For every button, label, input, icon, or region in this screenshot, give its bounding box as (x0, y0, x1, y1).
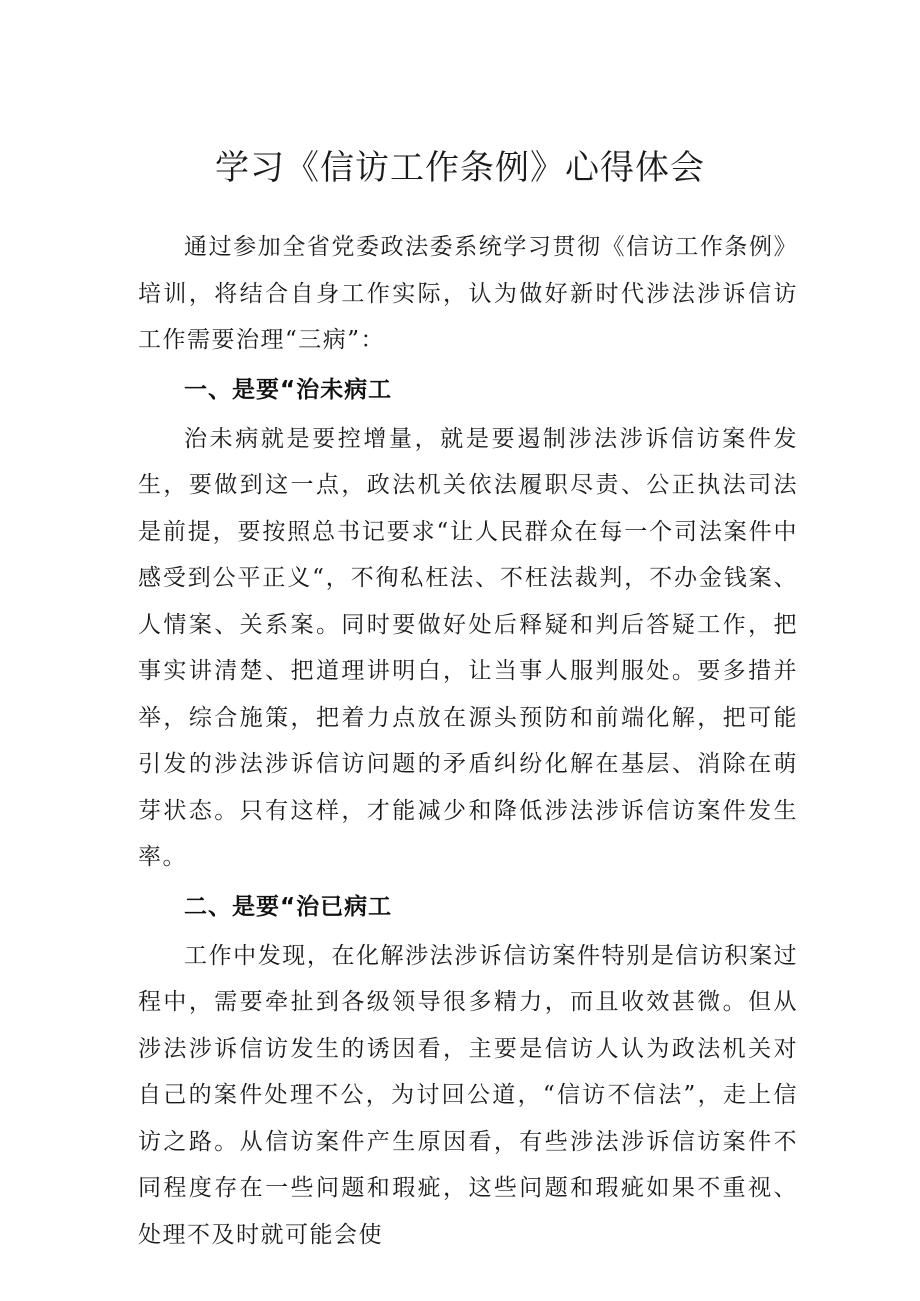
intro-paragraph: 通过参加全省党委政法委系统学习贯彻《信访工作条例》培训，将结合自身工作实际，认为做好新时代涉法涉诉信访工作需要治理“三病”： (138, 234, 798, 353)
section-2-heading: 二、是要“治已病工 (184, 893, 393, 920)
section-1-heading: 一、是要“治未病工 (184, 376, 393, 403)
section-2-paragraph: 工作中发现，在化解涉法涉诉信访案件特别是信访积案过程中，需要牵扯到各级领导很多精力，而且收效甚微。但从涉法涉诉信访发生的诱因看，主要是信访人认为政法机关对自己的案件处理不公，为讨回公道，“信访不信法”，走上信访之路。从信访案件产生原因看，有些涉法涉诉信访案件不同程度存在一些问题和瑕疵，这些问题和瑕疵如果不重视、处理不及时就可能会使 (138, 942, 798, 1248)
document-body (138, 224, 798, 1258)
document-title: 学习《信访工作条例》心得体会 (215, 148, 705, 188)
section-1-paragraph: 治未病就是要控增量，就是要遏制涉法涉诉信访案件发生，要做到这一点，政法机关依法履职尽责、公正执法司法是前提，要按照总书记要求“让人民群众在每一个司法案件中感受到公平正义“，不徇私枉法、不枉法裁判，不办金钱案、人情案、关系案。同时要做好处后释疑和判后答疑工作，把事实讲清楚、把道理讲明白，让当事人服判服处。要多措并举，综合施策，把着力点放在源头预防和前端化解，把可能引发的涉法涉诉信访问题的矛盾纠纷化解在基层、消除在萌芽状态。只有这样，才能减少和降低涉法涉诉信访案件发生率。 (138, 425, 798, 870)
